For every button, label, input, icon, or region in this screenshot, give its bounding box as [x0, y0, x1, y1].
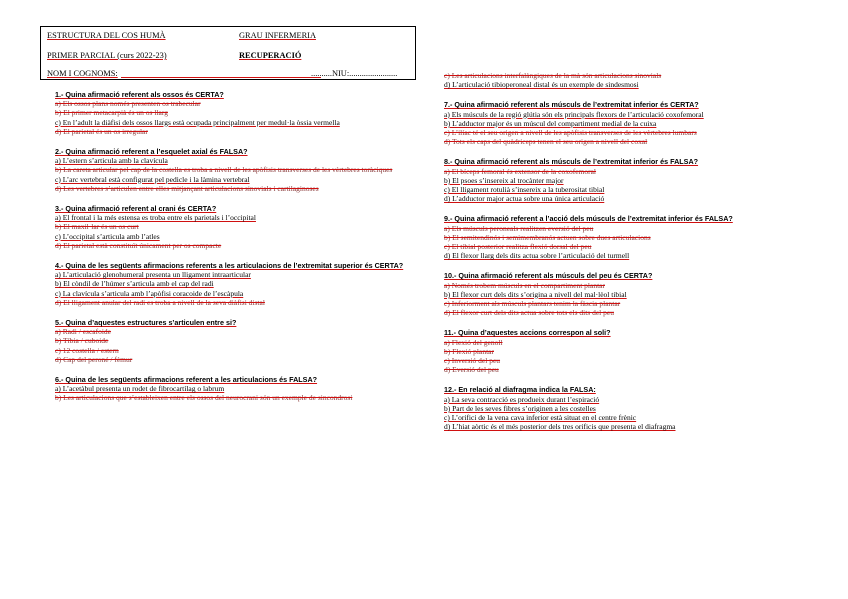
question-block — [55, 204, 410, 250]
answer-option: d) El parietal és un os irregular — [55, 126, 148, 136]
name-field-label: NOM I COGNOMS: — [47, 69, 118, 78]
question-title: 7.- Quina afirmació referent als músculs de l’extremitat inferior és CERTA? — [444, 100, 699, 110]
answer-option: c) La clavícula s’articula amb l’apòfisi coracoide de l’escàpula — [55, 288, 244, 298]
answer-option: d) Les vertebres s’articulen entre elles mitjançant articulacions sinovials i cartilaginoses — [55, 183, 319, 193]
answer-option: b) El primer metacarpià és un os llarg — [55, 108, 168, 118]
answer-option: d) El flexor llarg dels dits actua sobre l’articulació del turmell — [444, 251, 630, 261]
name-field-line — [121, 69, 321, 78]
answer-option: c) L’ilíac té el seu origen a nivell de les apòfisis transverses de les vèrtebres lumbars — [444, 128, 697, 138]
question-block — [55, 90, 410, 136]
answer-option: d) El lligament anular del radi es troba a nivell de la seva diàfisi distal — [55, 297, 265, 307]
question-title: 2.- Quina afirmació referent a l’esquelet axial és FALSA? — [55, 147, 248, 157]
answer-option: d) El parietal està constituït únicament per os compacte — [55, 240, 222, 250]
left-question-column — [55, 90, 410, 414]
question-block — [444, 328, 784, 374]
answer-option: c) 12 costella / estern — [55, 345, 119, 355]
answer-option: a) El frontal i la més estensa es troba entre els parietals i l’occipital — [55, 213, 256, 223]
answer-option: b) La careta articular pel cap de la costella es troba a nivell de les apòfisis transverses de les vèrtebres toràciques — [55, 165, 393, 175]
answer-option: d) L’articulació tibioperoneal distal és un exemple de sindesmosi — [444, 80, 639, 90]
question-spacer — [444, 435, 784, 443]
answer-option: b) Flexió plantar — [444, 346, 494, 356]
question-title: 10.- Quina afirmació referent als músculs del peu és CERTA? — [444, 271, 653, 281]
question-block — [55, 375, 410, 403]
question-block — [444, 271, 784, 317]
question-block — [55, 147, 410, 193]
question-block — [55, 318, 410, 364]
question-block — [444, 214, 784, 260]
question-title: 1.- Quina afirmació referent als ossos és CERTA? — [55, 90, 224, 99]
answer-option: c) L’occipital s’articula amb l’atles — [55, 231, 160, 241]
question-title: 9.- Quina afirmació referent a l’acció dels músculs de l’extremitat inferior és FALSA? — [444, 214, 733, 224]
question-spacer — [444, 149, 784, 157]
answer-option: a) Flexió del genoll — [444, 337, 503, 347]
answer-option: b) El semitendinós i semimembranós actuen sobre dues articulacions — [444, 232, 651, 242]
answer-option: b) L’adductor major és un múscul del compartiment medial de la cuixa — [444, 118, 657, 128]
question-title: 8.- Quina afirmació referent als músculs de l’extremitat inferior és FALSA? — [444, 157, 699, 167]
answer-option: a) Radi / escafoide — [55, 327, 112, 337]
answer-option: d) El flexor curt dels dits actua sobre tots els dits del peu — [444, 308, 614, 318]
answer-option: b) Tíbia / cuboide — [55, 336, 109, 346]
question-spacer — [444, 320, 784, 328]
question-title: 12.- En relació al diafragma indica la FALSA: — [444, 385, 596, 395]
answer-option: c) Inversió del peu — [444, 356, 501, 366]
answer-option: b) El còndil de l’húmer s’articula amb el cap del radi — [55, 279, 214, 289]
answer-option: a) Només trobem músculs en el compartiment plantar — [444, 280, 605, 290]
answer-option: a) L’estern s’articula amb la clavícula — [55, 156, 168, 166]
answer-option: c) Les articulacions interfalàngiques de la mà són articulacions sinovials — [444, 71, 662, 80]
question-spacer — [444, 92, 784, 100]
question-title: 3.- Quina afirmació referent al crani és CERTA? — [55, 204, 217, 214]
course-title: ESTRUCTURA DEL COS HUMÀ — [47, 31, 166, 40]
answer-option: b) El flexor curt dels dits s’origina a nivell del mal·lèol tibial — [444, 289, 627, 299]
answer-option: a) El bíceps femoral és extensor de la coxofemoral — [444, 166, 597, 176]
question-spacer — [55, 310, 410, 318]
question-block — [55, 261, 410, 307]
answer-option: a) La seva contracció es produeix durant l’espiració — [444, 394, 600, 404]
question-spacer — [444, 377, 784, 385]
question-block — [444, 71, 784, 89]
question-block — [444, 100, 784, 146]
answer-option: d) L’adductor major actua sobre una única articulació — [444, 194, 605, 204]
question-spacer — [55, 196, 410, 204]
niu-field-label: ..........NIU:....................... — [311, 69, 398, 78]
question-spacer — [55, 406, 410, 414]
question-title: 6.- Quina de les següents afirmacions referent a les articulacions és FALSA? — [55, 375, 318, 385]
answer-option: d) Cap del peroné / fèmur — [55, 354, 133, 364]
answer-option: d) Eversió del peu — [444, 365, 499, 375]
exam-label: PRIMER PARCIAL (curs 2022-23) — [47, 51, 167, 60]
answer-option: d) L’hiat aòrtic és el més posterior dels tres orificis que presenta el diafragma — [444, 422, 676, 432]
answer-option: c) L’orifici de la vena cava inferior està situat en el centre frènic — [444, 413, 637, 423]
question-title: 11.- Quina d’aquestes accions correspon al soli? — [444, 328, 611, 338]
question-title: 5.- Quina d’aquestes estructures s’articulen entre si? — [55, 318, 237, 328]
exam-header-box — [40, 26, 416, 80]
question-spacer — [444, 263, 784, 271]
question-block — [444, 385, 784, 431]
answer-option: c) L’arc vertebral està configurat pel pedicle i la làmina vertebral — [55, 174, 250, 184]
answer-option: a) Els músculs de la regió glútia són els principals flexors de l’articulació coxofemoral — [444, 109, 704, 119]
degree-label: GRAU INFERMERIA — [239, 31, 317, 40]
answer-option: b) Les articulacions que s’estableixen entre els ossos del neurocrani són un exemple de sincondrosi — [55, 393, 353, 403]
answer-option: c) El lligament rotulià s’insereix a la tuberositat tibial — [444, 185, 605, 195]
answer-option: a) L’acetàbul presenta un rodet de fibrocartílag o labrum — [55, 384, 225, 394]
exam-type-label: RECUPERACIÓ — [239, 51, 302, 60]
answer-option: a) L’articulació glenohumeral presenta un lligament intraarticular — [55, 270, 251, 280]
answer-option: d) Tots els caps del quàdriceps tenen el seu origen a nivell del coxal — [444, 137, 648, 147]
answer-option: a) Els músculs peroneals realitzen eversió del peu — [444, 223, 594, 233]
answer-option: c) El tibial posterior realitza flexió dorsal del peu — [444, 242, 592, 252]
answer-option: c) Inferiorment als músculs plantars tenim la fàscia plantar — [444, 299, 621, 309]
question-title: 4.- Quina de les següents afirmacions referents a les articulacions de l’extremitat superior és CERTA? — [55, 261, 404, 271]
question-spacer — [55, 253, 410, 261]
question-spacer — [55, 367, 410, 375]
question-spacer — [444, 206, 784, 214]
answer-option: c) En l’adult la diàfisi dels ossos llargs està ocupada principalment per medul·la òssia vermella — [55, 117, 340, 127]
answer-option: b) El maxil·lar és un os curt — [55, 222, 139, 232]
answer-option: b) El psoes s’insereix al trocànter major — [444, 175, 564, 185]
question-block — [444, 157, 784, 203]
right-question-column — [444, 71, 784, 443]
question-spacer — [55, 139, 410, 147]
answer-option: a) Els ossos plans només presenten os trabecular — [55, 99, 201, 109]
answer-option: b) Part de les seves fibres s’originen a les costelles — [444, 403, 596, 413]
